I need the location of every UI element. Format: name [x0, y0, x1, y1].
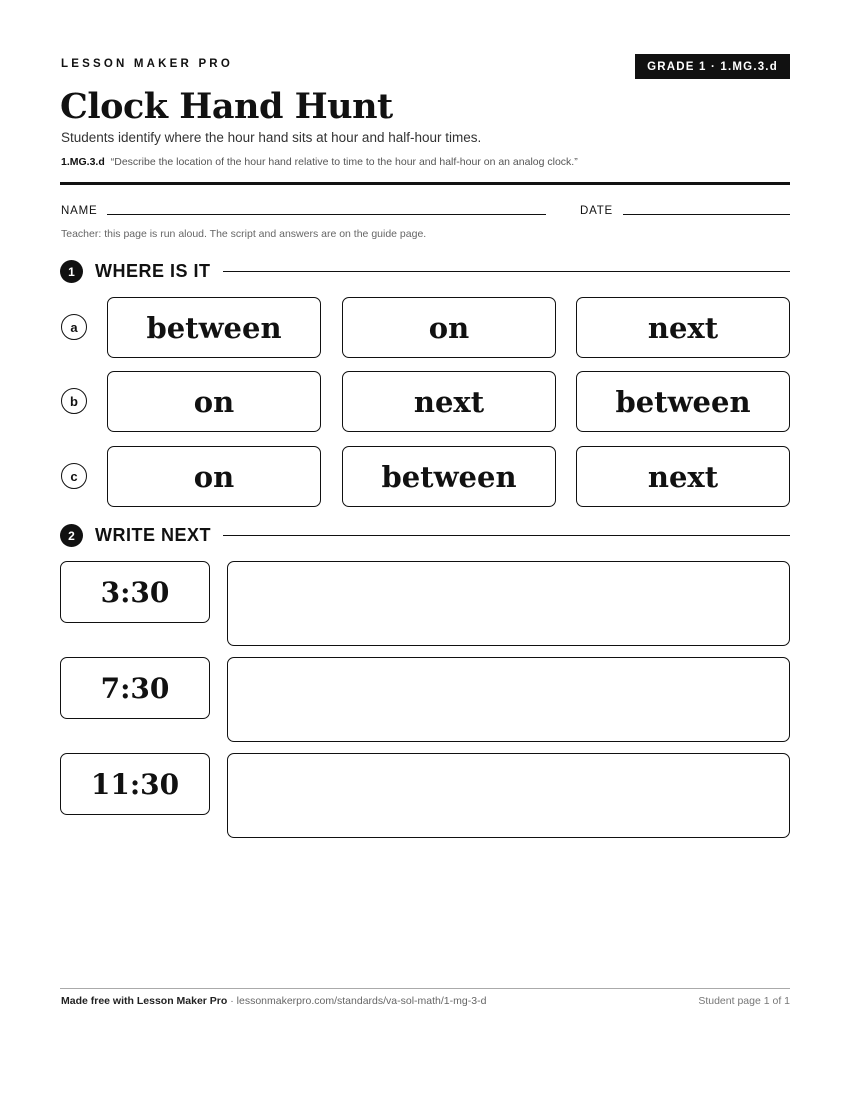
- standard-code: 1.MG.3.d: [61, 156, 105, 168]
- choice-c-1[interactable]: on: [107, 446, 321, 507]
- time-label-3: 11:30: [60, 753, 210, 815]
- choice-a-3[interactable]: next: [576, 297, 790, 358]
- choice-c-3[interactable]: next: [576, 446, 790, 507]
- footer-credit: [61, 995, 486, 1007]
- row-c-letter: c: [61, 463, 87, 489]
- footer-rule: [60, 988, 790, 989]
- section-1-title: WHERE IS IT: [95, 261, 211, 281]
- answer-box-1[interactable]: [227, 561, 790, 646]
- answer-box-3[interactable]: [227, 753, 790, 838]
- section-2-rule: [223, 535, 790, 536]
- section-2-header: [60, 524, 790, 547]
- time-label-1: 3:30: [60, 561, 210, 623]
- time-label-2: 7:30: [60, 657, 210, 719]
- page-title: Clock Hand Hunt: [60, 86, 393, 127]
- title-rule: [60, 182, 790, 185]
- row-b-letter: b: [61, 388, 87, 414]
- footer-made-with: Made free with Lesson Maker Pro: [61, 995, 228, 1007]
- date-label: DATE: [580, 205, 614, 217]
- choice-a-1[interactable]: between: [107, 297, 321, 358]
- standard-line: [61, 156, 578, 168]
- teacher-note: Teacher: this page is run aloud. The script and answers are on the guide page.: [61, 228, 427, 240]
- date-field-line[interactable]: [623, 214, 790, 215]
- choice-a-2[interactable]: on: [342, 297, 556, 358]
- section-1-header: [60, 260, 790, 283]
- footer-url[interactable]: · lessonmakerpro.com/standards/va-sol-math/1-mg-3-d: [227, 995, 487, 1007]
- answer-box-2[interactable]: [227, 657, 790, 742]
- section-1-rule: [223, 271, 790, 272]
- section-2-number: 2: [60, 524, 83, 547]
- section-2-title: WRITE NEXT: [95, 525, 211, 545]
- choice-b-3[interactable]: between: [576, 371, 790, 432]
- name-label: NAME: [61, 205, 98, 217]
- choice-b-1[interactable]: on: [107, 371, 321, 432]
- row-a-letter: a: [61, 314, 87, 340]
- choice-b-2[interactable]: next: [342, 371, 556, 432]
- standard-text: “Describe the location of the hour hand relative to time to the hour and half-hour on an analog clock.”: [110, 156, 578, 168]
- grade-badge: GRADE 1 · 1.MG.3.d: [635, 54, 790, 79]
- page-subtitle: Students identify where the hour hand sits at hour and half-hour times.: [61, 130, 482, 145]
- footer-page-number: Student page 1 of 1: [698, 995, 790, 1007]
- choice-c-2[interactable]: between: [342, 446, 556, 507]
- name-field-line[interactable]: [107, 214, 546, 215]
- brand-name: LESSON MAKER PRO: [61, 58, 233, 70]
- section-1-number: 1: [60, 260, 83, 283]
